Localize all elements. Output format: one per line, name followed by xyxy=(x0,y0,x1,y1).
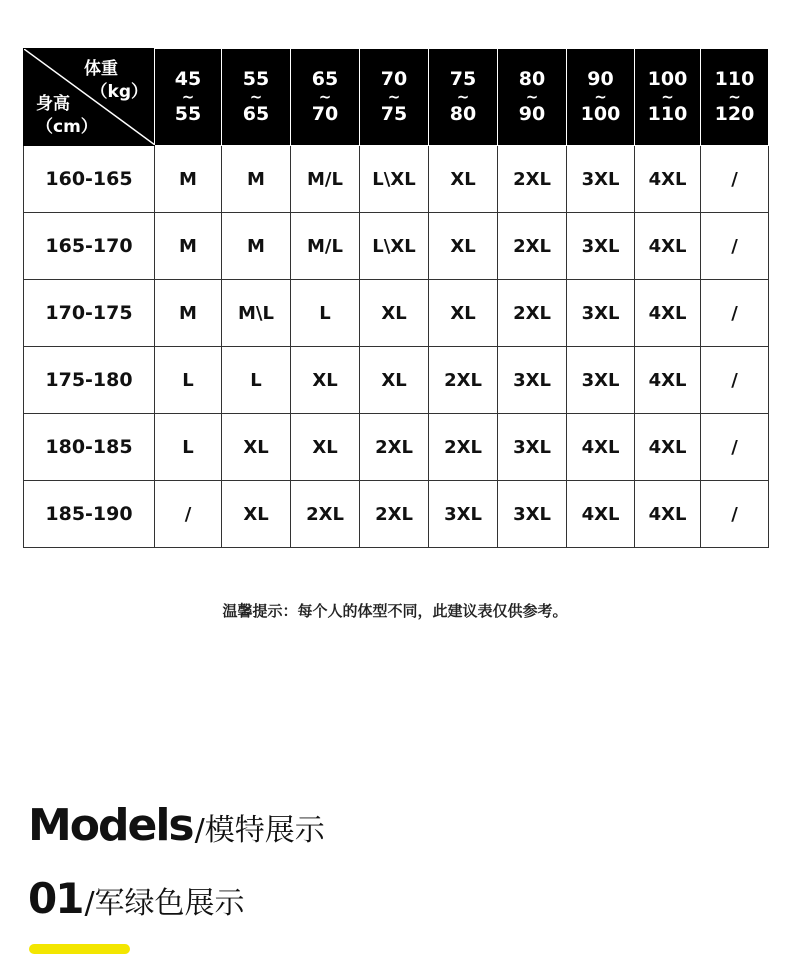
size-cell: L\XL xyxy=(360,213,429,280)
weight-axis-label: 体重 （kg） xyxy=(84,59,148,102)
size-cell: 4XL xyxy=(635,414,701,481)
weight-header-row xyxy=(24,49,769,146)
size-cell: 3XL xyxy=(567,213,635,280)
weight-range-hi: 55 xyxy=(174,103,202,125)
weight-range-separator: ~ xyxy=(661,88,674,106)
size-cell: 2XL xyxy=(429,347,498,414)
section-title-zh: /模特展示 xyxy=(194,813,325,848)
weight-range-header xyxy=(498,49,567,146)
size-cell: XL xyxy=(291,414,360,481)
size-tip-note: 温馨提示：每个人的体型不同，此建议表仅供参考。 xyxy=(222,602,568,620)
size-cell: 2XL xyxy=(498,213,567,280)
table-row xyxy=(24,213,769,280)
size-cell: L xyxy=(155,414,222,481)
size-cell: L xyxy=(155,347,222,414)
size-cell: M/L xyxy=(291,213,360,280)
height-range-cell: 170-175 xyxy=(24,280,155,347)
weight-range-hi: 90 xyxy=(518,103,546,125)
size-cell: XL xyxy=(222,414,291,481)
table-row xyxy=(24,280,769,347)
weight-range-lo: 80 xyxy=(518,68,546,90)
weight-range-lo: 110 xyxy=(714,68,755,90)
height-range-cell: 160-165 xyxy=(24,146,155,213)
section-title-en: Models xyxy=(28,800,193,851)
weight-range-hi: 70 xyxy=(311,103,339,125)
size-cell: 4XL xyxy=(635,146,701,213)
height-range-cell: 175-180 xyxy=(24,347,155,414)
size-cell: 3XL xyxy=(567,347,635,414)
table-row xyxy=(24,347,769,414)
weight-range-header xyxy=(429,49,498,146)
corner-header xyxy=(24,49,155,146)
size-cell: 2XL xyxy=(360,481,429,548)
army-green-subtitle xyxy=(28,874,245,923)
size-cell: 3XL xyxy=(429,481,498,548)
weight-range-hi: 100 xyxy=(580,103,621,125)
size-cell: 2XL xyxy=(291,481,360,548)
size-cell: / xyxy=(701,481,769,548)
weight-range-lo: 70 xyxy=(380,68,408,90)
size-cell: 2XL xyxy=(360,414,429,481)
accent-underline xyxy=(29,944,130,954)
size-cell: 3XL xyxy=(567,146,635,213)
size-chart-table xyxy=(23,48,769,548)
subtitle-zh: /军绿色展示 xyxy=(84,886,245,921)
models-section-title xyxy=(28,800,325,851)
size-cell: 4XL xyxy=(635,280,701,347)
weight-range-separator: ~ xyxy=(594,88,607,106)
size-cell: 4XL xyxy=(567,481,635,548)
size-cell: 4XL xyxy=(635,213,701,280)
weight-range-lo: 65 xyxy=(311,68,339,90)
weight-range-hi: 120 xyxy=(714,103,755,125)
weight-range-hi: 110 xyxy=(647,103,688,125)
weight-range-header xyxy=(635,49,701,146)
weight-range-separator: ~ xyxy=(387,88,401,106)
size-cell: 4XL xyxy=(567,414,635,481)
weight-range-separator: ~ xyxy=(249,88,263,106)
weight-range-separator: ~ xyxy=(456,88,470,106)
size-cell: / xyxy=(701,280,769,347)
weight-range-header xyxy=(222,49,291,146)
weight-range-lo: 55 xyxy=(242,68,270,90)
size-cell: 4XL xyxy=(635,481,701,548)
size-cell: XL xyxy=(360,347,429,414)
size-cell: M xyxy=(222,213,291,280)
size-cell: / xyxy=(155,481,222,548)
weight-range-header xyxy=(360,49,429,146)
size-cell: L xyxy=(291,280,360,347)
size-cell: M xyxy=(155,213,222,280)
size-cell: 3XL xyxy=(498,347,567,414)
height-range-cell: 180-185 xyxy=(24,414,155,481)
table-row xyxy=(24,146,769,213)
weight-range-hi: 75 xyxy=(380,103,408,125)
size-cell: / xyxy=(701,213,769,280)
weight-range-lo: 90 xyxy=(587,68,614,90)
size-cell: XL xyxy=(429,280,498,347)
weight-range-separator: ~ xyxy=(318,88,332,106)
weight-range-header xyxy=(701,49,769,146)
size-cell: / xyxy=(701,347,769,414)
table-row xyxy=(24,481,769,548)
height-range-cell: 185-190 xyxy=(24,481,155,548)
size-cell: XL xyxy=(291,347,360,414)
weight-range-lo: 75 xyxy=(449,68,477,90)
size-cell: 3XL xyxy=(498,414,567,481)
size-cell: / xyxy=(701,146,769,213)
weight-range-separator: ~ xyxy=(525,88,539,106)
size-cell: L xyxy=(222,347,291,414)
size-cell: XL xyxy=(222,481,291,548)
weight-range-header xyxy=(567,49,635,146)
size-cell: M xyxy=(222,146,291,213)
height-axis-label: 身高 （cm） xyxy=(36,94,98,137)
size-cell: 3XL xyxy=(567,280,635,347)
size-cell: L\XL xyxy=(360,146,429,213)
size-cell: M\L xyxy=(222,280,291,347)
size-cell: M xyxy=(155,146,222,213)
size-cell: 3XL xyxy=(498,481,567,548)
table-row xyxy=(24,414,769,481)
weight-range-hi: 65 xyxy=(242,103,270,125)
weight-range-lo: 45 xyxy=(174,68,202,90)
size-cell: XL xyxy=(360,280,429,347)
size-cell: 2XL xyxy=(498,280,567,347)
height-range-cell: 165-170 xyxy=(24,213,155,280)
weight-range-separator: ~ xyxy=(181,88,195,106)
weight-range-header xyxy=(155,49,222,146)
weight-range-separator: ~ xyxy=(728,88,741,106)
size-cell: 4XL xyxy=(635,347,701,414)
size-cell: XL xyxy=(429,146,498,213)
size-cell: / xyxy=(701,414,769,481)
size-cell: M/L xyxy=(291,146,360,213)
subtitle-number: 01 xyxy=(28,874,83,923)
size-cell: XL xyxy=(429,213,498,280)
weight-range-header xyxy=(291,49,360,146)
weight-range-lo: 100 xyxy=(647,68,688,90)
size-cell: 2XL xyxy=(498,146,567,213)
size-cell: 2XL xyxy=(429,414,498,481)
size-cell: M xyxy=(155,280,222,347)
weight-range-hi: 80 xyxy=(449,103,477,125)
